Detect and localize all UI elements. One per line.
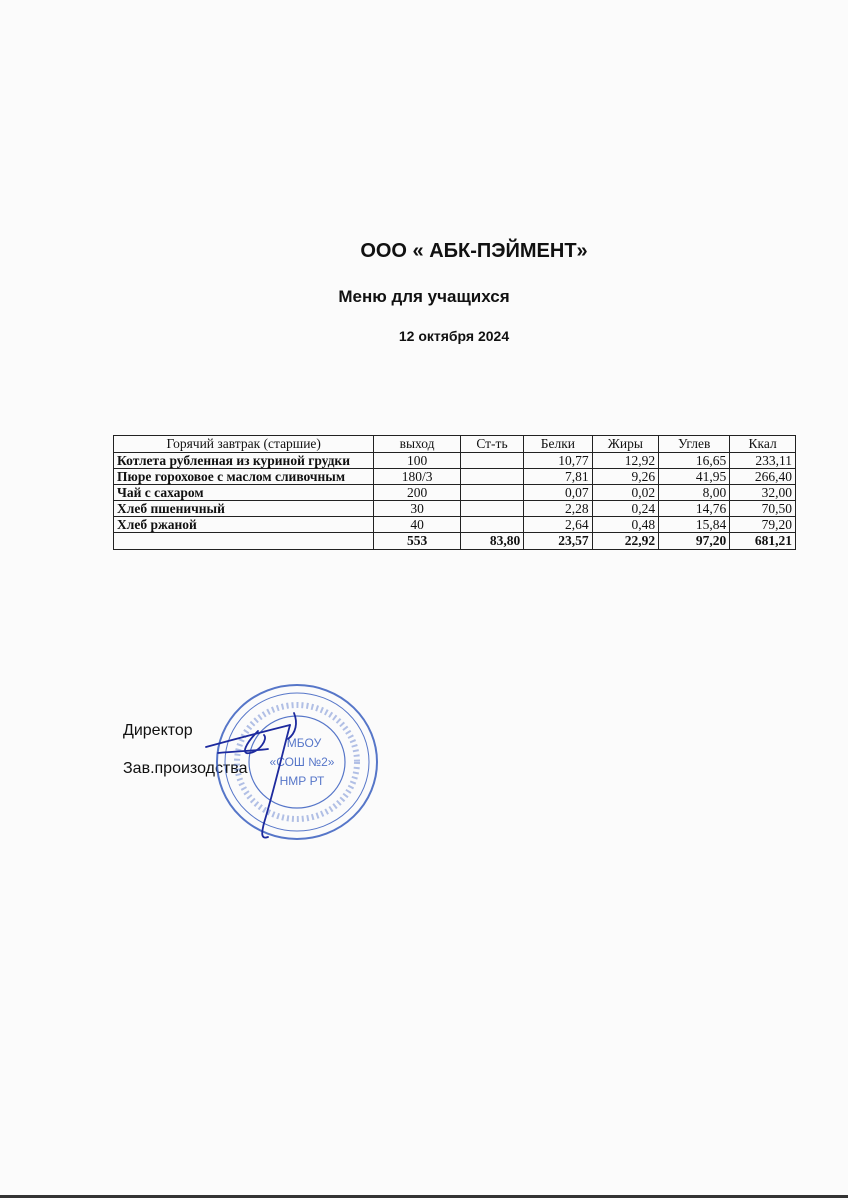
dish-output: 200 [374,485,460,501]
dish-protein: 10,77 [524,453,592,469]
dish-fat: 9,26 [592,469,659,485]
total-fat: 22,92 [592,533,659,550]
total-label [114,533,374,550]
total-protein: 23,57 [524,533,592,550]
dish-carbs: 15,84 [659,517,730,533]
company-name: ООО « АБК-ПЭЙМЕНТ» [360,240,588,262]
dish-carbs: 16,65 [659,453,730,469]
dish-cost [460,453,523,469]
table-row [114,469,796,485]
dish-output: 30 [374,501,460,517]
total-cost: 83,80 [460,533,523,550]
dish-name: Чай с сахаром [114,485,374,501]
menu-title: Меню для учащихся [338,287,510,306]
total-carbs: 97,20 [659,533,730,550]
dish-name: Хлеб ржаной [114,517,374,533]
dish-protein: 2,64 [524,517,592,533]
table-row [114,501,796,517]
dish-name: Пюре гороховое с маслом сливочным [114,469,374,485]
dish-output: 180/3 [374,469,460,485]
dish-fat: 0,24 [592,501,659,517]
menu-table [113,435,796,550]
dish-carbs: 41,95 [659,469,730,485]
dish-fat: 0,02 [592,485,659,501]
table-row [114,485,796,501]
dish-kcal: 266,40 [730,469,796,485]
director-label: Директор [123,722,193,739]
dish-output: 100 [374,453,460,469]
dish-cost [460,501,523,517]
dish-cost [460,517,523,533]
col-header-cost: Ст-ть [460,436,523,453]
production-manager-label: Зав.произодства [123,760,248,777]
col-header-meal: Горячий завтрак (старшие) [114,436,374,453]
dish-output: 40 [374,517,460,533]
dish-protein: 0,07 [524,485,592,501]
dish-carbs: 14,76 [659,501,730,517]
table-row [114,517,796,533]
dish-cost [460,469,523,485]
col-header-carbs: Углев [659,436,730,453]
dish-name: Хлеб пшеничный [114,501,374,517]
table-header-row [114,436,796,453]
dish-fat: 0,48 [592,517,659,533]
dish-name: Котлета рубленная из куриной грудки [114,453,374,469]
dish-kcal: 32,00 [730,485,796,501]
col-header-output: выход [374,436,460,453]
total-output: 553 [374,533,460,550]
stamp-line-1: МБОУ [286,736,322,750]
dish-kcal: 70,50 [730,501,796,517]
dish-protein: 7,81 [524,469,592,485]
dish-cost [460,485,523,501]
dish-carbs: 8,00 [659,485,730,501]
col-header-protein: Белки [524,436,592,453]
total-row [114,533,796,550]
col-header-kcal: Ккал [730,436,796,453]
dish-kcal: 233,11 [730,453,796,469]
table-row [114,453,796,469]
dish-fat: 12,92 [592,453,659,469]
signature-icon [198,695,338,845]
dish-kcal: 79,20 [730,517,796,533]
stamp-line-3: НМР РТ [279,774,325,788]
stamp-line-2: «СОШ №2» [269,755,335,769]
dish-protein: 2,28 [524,501,592,517]
col-header-fat: Жиры [592,436,659,453]
page-edge-divider [0,1195,848,1198]
menu-date: 12 октября 2024 [398,328,510,344]
total-kcal: 681,21 [730,533,796,550]
